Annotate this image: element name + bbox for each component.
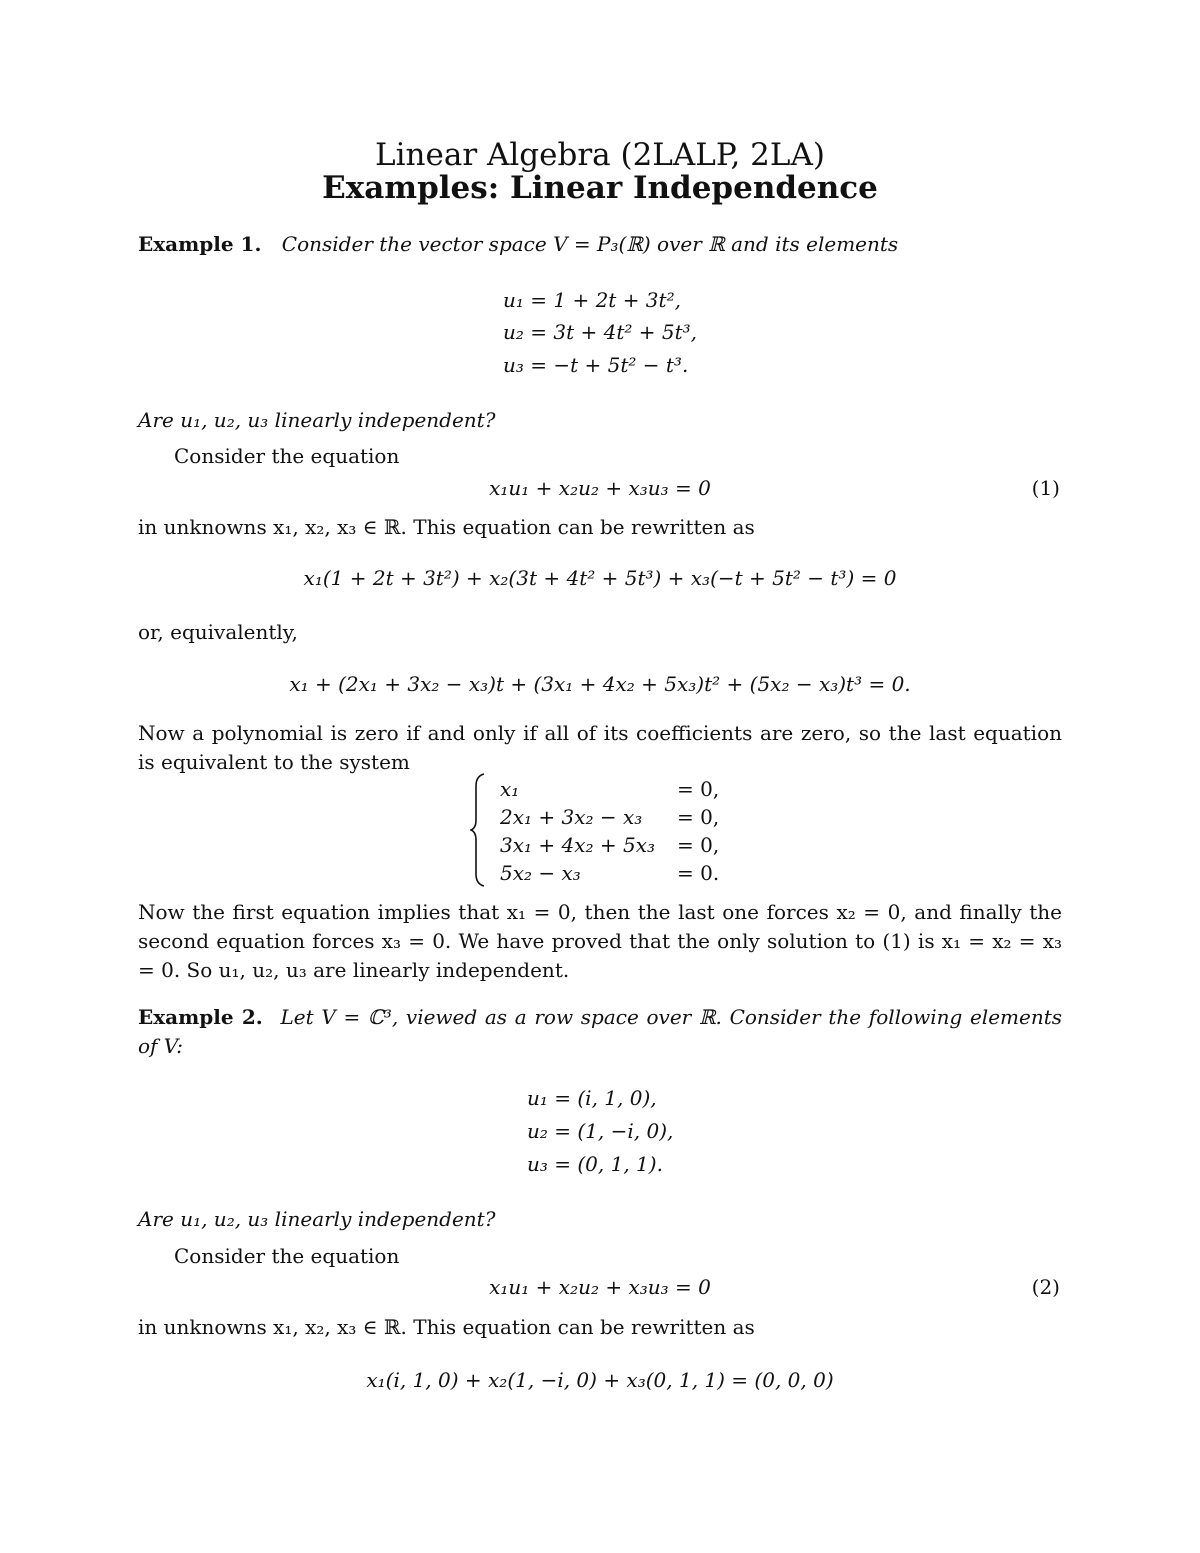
- document-title: Examples: Linear Independence: [322, 170, 878, 206]
- ex1-or-equivalently: or, equivalently,: [138, 620, 298, 644]
- equation-2-number: (2): [1031, 1275, 1060, 1299]
- ex2-u1-definition: u₁ = (i, 1, 0),: [527, 1086, 657, 1110]
- ex2-question: Are u₁, u₂, u₃ linearly independent?: [138, 1207, 496, 1231]
- ex1-u1-definition: u₁ = 1 + 2t + 3t²,: [503, 288, 681, 312]
- equation-1-number: (1): [1031, 476, 1060, 500]
- system-row-4-lhs: 5x₂ − x₃: [500, 861, 581, 885]
- system-row-2-rhs: = 0,: [677, 805, 720, 829]
- ex1-unknowns-text: in unknowns x₁, x₂, x₃ ∈ ℝ. This equation can be rewritten as: [138, 515, 755, 539]
- ex1-expanded-equation: x₁(1 + 2t + 3t²) + x₂(3t + 4t² + 5t³) + x₃(−t + 5t² − t³) = 0: [303, 566, 897, 590]
- system-row-1-lhs: x₁: [500, 777, 520, 801]
- ex2-u2-definition: u₂ = (1, −i, 0),: [527, 1119, 674, 1143]
- system-brace: [470, 772, 486, 888]
- example-2-statement: Let V = ℂ³, viewed as a row space over ℝ. Consider the following elements of V:: [138, 1005, 1063, 1058]
- ex1-polynomial-paragraph: Now a polynomial is zero if and only if all of its coefficients are zero, so the last equation is equivalent to the system: [138, 721, 1062, 774]
- equation-2: x₁u₁ + x₂u₂ + x₃u₃ = 0: [489, 1275, 711, 1299]
- system-row-3-lhs: 3x₁ + 4x₂ + 5x₃: [500, 833, 656, 857]
- ex2-expanded-equation: x₁(i, 1, 0) + x₂(1, −i, 0) + x₃(0, 1, 1) = (0, 0, 0): [366, 1368, 834, 1392]
- system-row-3-rhs: = 0,: [677, 833, 720, 857]
- ex1-conclusion-paragraph: Now the first equation implies that x₁ = 0, then the last one forces x₂ = 0, and finally the second equation forces x₃ = 0. We have proved that the only solution to (1) is x₁ = x₂ = x₃ = 0. So u₁, u₂, u₃ are linearly independent.: [138, 900, 1062, 982]
- system-row-2-lhs: 2x₁ + 3x₂ − x₃: [500, 805, 643, 829]
- ex1-u2-definition: u₂ = 3t + 4t² + 5t³,: [503, 320, 697, 344]
- ex1-collected-equation: x₁ + (2x₁ + 3x₂ − x₃)t + (3x₁ + 4x₂ + 5x₃)t² + (5x₂ − x₃)t³ = 0.: [289, 672, 911, 696]
- system-row-4-rhs: = 0.: [677, 861, 720, 885]
- course-title: Linear Algebra (2LALP, 2LA): [375, 137, 825, 173]
- ex2-u3-definition: u₃ = (0, 1, 1).: [527, 1152, 663, 1176]
- ex1-u3-definition: u₃ = −t + 5t² − t³.: [503, 353, 689, 377]
- example-2-heading: [138, 1003, 1062, 1061]
- equation-1: x₁u₁ + x₂u₂ + x₃u₃ = 0: [489, 476, 711, 500]
- example-1-heading: [138, 232, 898, 256]
- system-row-1-rhs: = 0,: [677, 777, 720, 801]
- ex1-consider-text: Consider the equation: [174, 444, 400, 468]
- ex1-question: Are u₁, u₂, u₃ linearly independent?: [138, 408, 496, 432]
- example-1-label: Example 1.: [138, 232, 262, 256]
- ex2-consider-text: Consider the equation: [174, 1244, 400, 1268]
- example-1-statement: Consider the vector space V = P₃(ℝ) over ℝ and its elements: [281, 232, 899, 256]
- ex2-unknowns-text: in unknowns x₁, x₂, x₃ ∈ ℝ. This equation can be rewritten as: [138, 1315, 755, 1339]
- example-2-label: Example 2.: [138, 1005, 263, 1029]
